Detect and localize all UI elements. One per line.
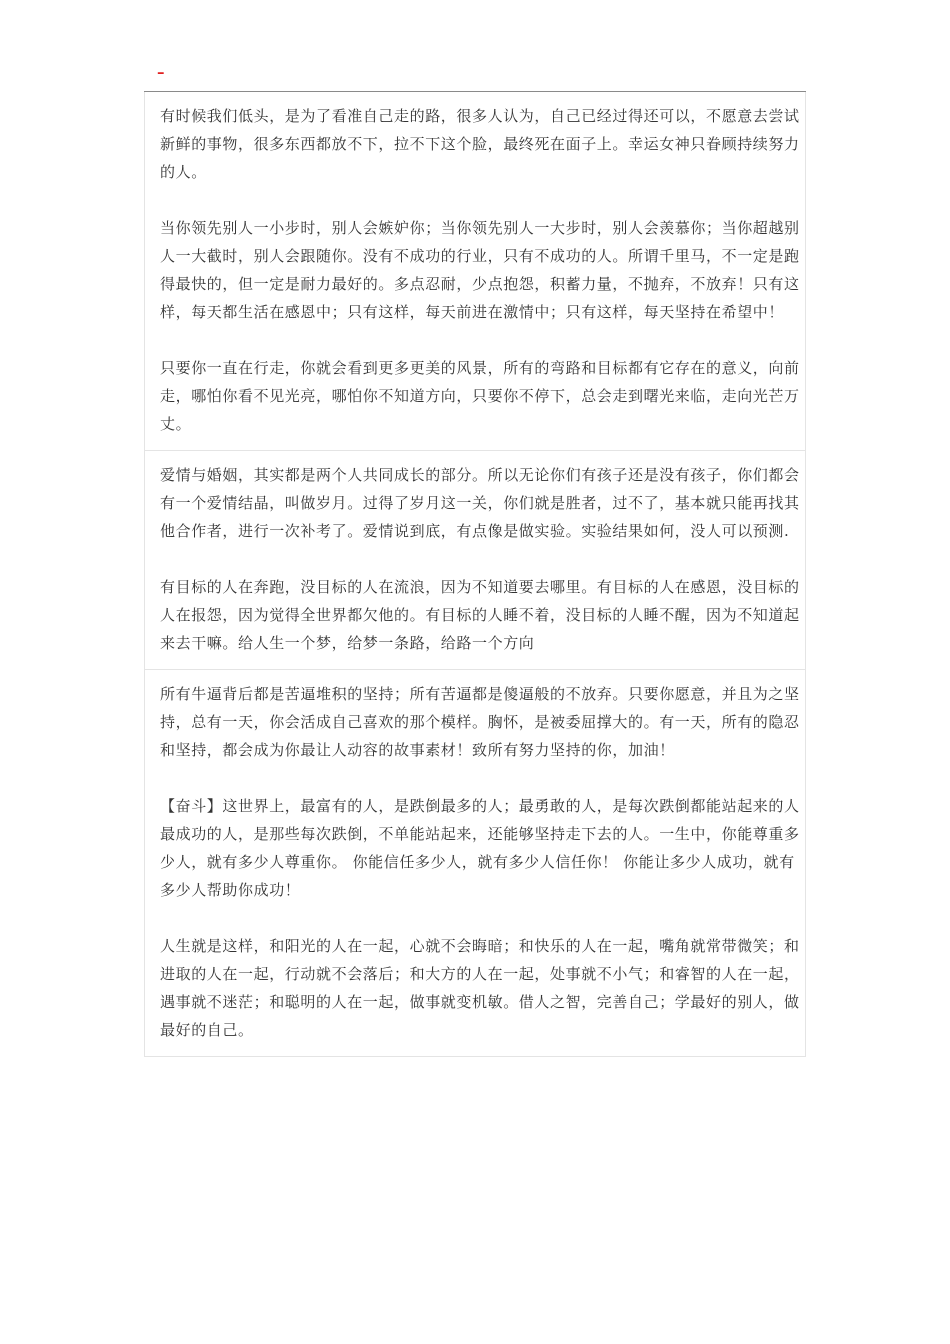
content-block-3 [145,670,805,1056]
paragraph: 所有牛逼背后都是苦逼堆积的坚持；所有苦逼都是傻逼般的不放弃。只要你愿意，并且为之坚持，总有一天，你会活成自己喜欢的那个模样。胸怀，是被委屈撑大的。有一天，所有的隐忍和坚持，都会成为你最让人动容的故事素材！致所有努力坚持的你，加油！ [160,685,800,759]
header-mark: – [157,63,165,81]
paragraph: 人生就是这样，和阳光的人在一起，心就不会晦暗；和快乐的人在一起，嘴角就常带微笑；和进取的人在一起，行动就不会落后；和大方的人在一起，处事就不小气；和睿智的人在一起，遇事就不迷茫；和聪明的人在一起，做事就变机敏。借人之智，完善自己；学最好的别人，做最好的自己。 [160,937,800,1039]
paragraph: 当你领先别人一小步时，别人会嫉妒你；当你领先别人一大步时，别人会羡慕你；当你超越别人一大截时，别人会跟随你。没有不成功的行业，只有不成功的人。所谓千里马，不一定是跑得最快的，但一定是耐力最好的。多点忍耐，少点抱怨，积蓄力量，不抛弃，不放弃！只有这样，每天都生活在感恩中；只有这样，每天前进在激情中；只有这样，每天坚持在希望中！ [160,219,800,321]
content-block-2 [145,451,805,670]
paragraph: 爱情与婚姻，其实都是两个人共同成长的部分。所以无论你们有孩子还是没有孩子，你们都会有一个爱情结晶，叫做岁月。过得了岁月这一关，你们就是胜者，过不了，基本就只能再找其他合作者，进行一次补考了。爱情说到底，有点像是做实验。实验结果如何，没人可以预测. [160,466,800,540]
content-block-1 [145,92,805,451]
paragraph: 有时候我们低头，是为了看准自己走的路，很多人认为，自己已经过得还可以，不愿意去尝试新鲜的事物，很多东西都放不下，拉不下这个脸，最终死在面子上。幸运女神只眷顾持续努力的人。 [160,107,800,181]
article-content [144,92,806,1057]
paragraph: 【奋斗】这世界上，最富有的人，是跌倒最多的人；最勇敢的人，是每次跌倒都能站起来的人 最成功的人，是那些每次跌倒，不单能站起来，还能够坚持走下去的人。一生中，你能尊重多少人，就有多少人尊重你。 你能信任多少人，就有多少人信任你！ 你能让多少人成功，就有多少人帮助你成功！ [160,797,800,899]
paragraph: 有目标的人在奔跑，没目标的人在流浪，因为不知道要去哪里。有目标的人在感恩，没目标的人在报怨，因为觉得全世界都欠他的。有目标的人睡不着，没目标的人睡不醒，因为不知道起来去干嘛。给人生一个梦，给梦一条路，给路一个方向 [160,578,800,652]
paragraph: 只要你一直在行走，你就会看到更多更美的风景，所有的弯路和目标都有它存在的意义，向前走，哪怕你看不见光亮，哪怕你不知道方向，只要你不停下，总会走到曙光来临，走向光芒万丈。 [160,359,800,433]
